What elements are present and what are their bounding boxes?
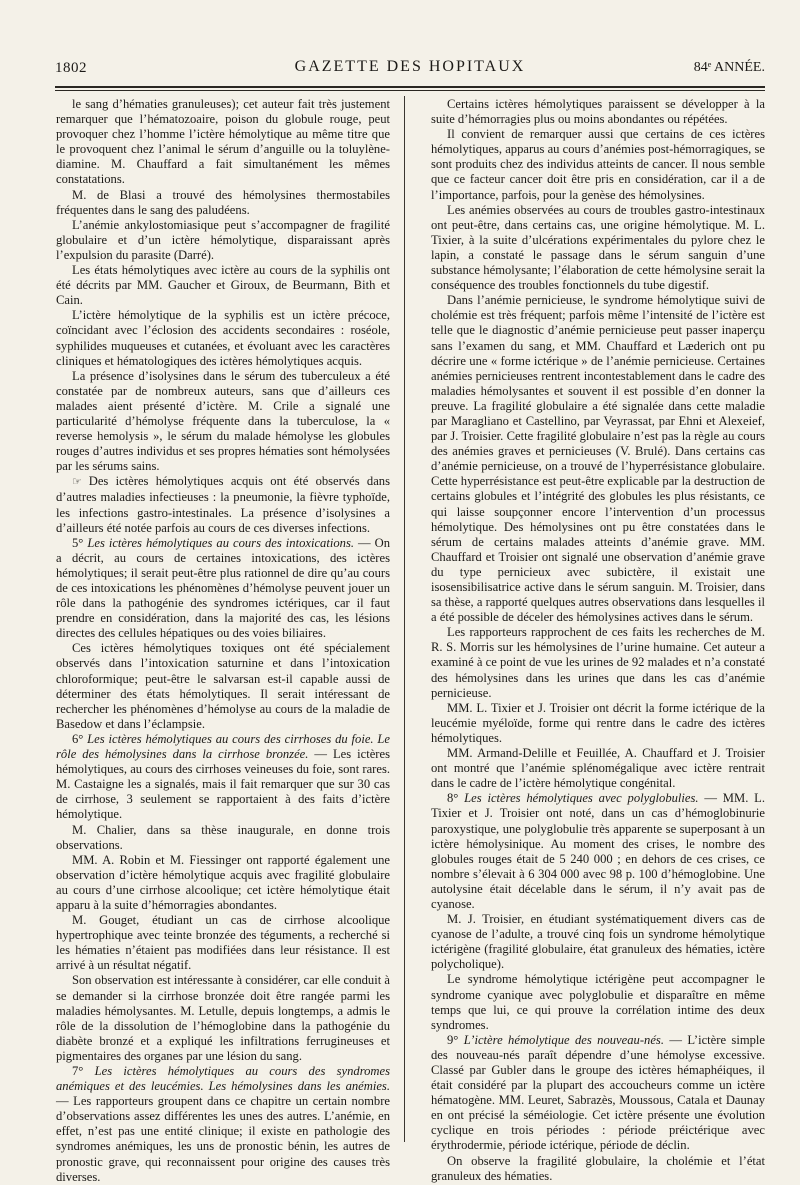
paragraph-text: L’ictère hémolytique de la syphilis est un ictère précoce, coïncidant avec l’éclosion des accidents secondaires : roséole, syphilides muqueuses et cutanées, et évoluant avec les caractères cliniques et hématologiques des ictères hémolytiques acquis. [56, 308, 390, 368]
paragraph-text: Les états hémolytiques avec ictère au cours de la syphilis ont été décrits par MM. Gaucher et Giroux, de Beurmann, Bith et Cain. [56, 263, 390, 308]
paragraph-text: M. Gouget, étudiant un cas de cirrhose alcoolique hypertrophique avec teinte bronzée des téguments, a recherché si les hématies n’étaient pas modifiées dans leur résistance. Il est arrivé à un résultat négatif. [56, 913, 390, 973]
paragraph-text: Ces ictères hémolytiques toxiques ont été spécialement observés dans l’intoxication saturnine et dans l’intoxication chloroformique; peut-être le salvarsan est-il capable aussi de déterminer des états hémolytiques. Il serait intéressant de rechercher les phénomènes d’hémolyse au cours de la maladie de Basedow et dans l’éclampsie. [56, 641, 390, 731]
paragraph [431, 1033, 765, 1154]
paragraph [431, 701, 765, 746]
paragraph [56, 263, 390, 308]
paragraph [56, 218, 390, 263]
section-number: 5° [72, 535, 88, 550]
paragraph [431, 746, 765, 791]
paragraph [56, 308, 390, 368]
paragraph-text: Dans l’anémie pernicieuse, le syndrome hémolytique suivi de cholémie est très fréquent; parfois même l’intensité de l’ictère est telle que le diagnostic d’anémie pernicieuse peut passer inaperçu sans l’examen du sang, et MM. Chauffard et Læderich ont pu décrire une « forme ictérique » de l’anémie pernicieuse. Certaines anémies pernicieuses rentrent incontestablement dans le cadre des maladies hémolysantes et souvent il est possible d’en donner la preuve. La fragilité globulaire a été signalée dans cette maladie par Maragliano et Castellino, par Veyrassat, par Ehni et Alexeief, par J. Troisier. Cette fragilité globulaire n’est pas la règle au cours des anémies graves et pernicieuses (V. Brulé). Dans certains cas d’anémie pernicieuse, on a trouvé de l’hyperrésistance globulaire. Cette hyperrésistance est peut-être explicable par la destruction de certains globules et l’intégrité des globules les plus résistants, ce qui laisse soupçonner encore l’intervention d’un processus hémolytique. Des hémolysines ont pu être constatées dans le sérum de certains malades atteints d’anémie grave. MM. Chauffard et Troisier ont signalé une observation d’anémie grave du type pernicieux avec subictère, il existait une isosensibilisatrice active dans le sérum sanguin. M. Troisier, dans sa thèse, a rapporté quelques autres observations dans lesquelles il a été possible de déceler des hémolysines actives dans le sérum. [431, 293, 765, 625]
paragraph [431, 127, 765, 202]
paragraph-text: — On a décrit, au cours de certaines intoxications, des ictères hémolytiques; il serait peut-être plus rationnel de dire qu’au cours de ces intoxications les phénomènes d’hémolyse peuvent jouer un rôle dans la pathogénie des syndromes ictériques, car il faut prendre en considération, dans la majorité des cas, les lésions directes des cellules hépatiques ou des voies biliaires. [56, 535, 390, 641]
paragraph-text: On observe la fragilité globulaire, la cholémie et l’état granuleux des hématies. [431, 1153, 765, 1183]
section-number: 8° [447, 791, 465, 806]
paragraph-text: M. J. Troisier, en étudiant systématiquement divers cas de cyanose de l’adulte, a trouvé cinq fois un syndrome hémolytique ictérigène (fragilité globulaire, état granuleux des hématies, ictère polycholique). [431, 912, 765, 972]
header-rule-thin [55, 90, 765, 91]
paragraph-text: Les rapporteurs rapprochent de ces faits les recherches de M. R. S. Morris sur les hémolysines de l’urine humaine. Cet auteur a examiné à ce point de vue les urines de 92 malades et n’a constaté des hémolysines dans les urines que dans les cas d’anémie pernicieuse. [431, 625, 765, 700]
paragraph-text: Son observation est intéressante à considérer, car elle conduit à se demander si la cirrhose bronzée doit être rangée parmi les maladies hémolysantes. M. Letulle, depuis longtemps, a admis le rôle de la dissolution de l’hémoglobine dans la pathogénie du diabète bronzé et a expliqué les infiltrations ferrugineuses et pigmentaires des organes par une lésion du sang. [56, 973, 390, 1063]
paragraph [56, 641, 390, 732]
paragraph [56, 97, 390, 188]
paragraph [56, 823, 390, 853]
page-number: 1802 [55, 60, 87, 76]
paragraph [56, 1064, 390, 1185]
header-rule-thick [55, 86, 765, 88]
paragraph [431, 972, 765, 1032]
paragraph [431, 912, 765, 972]
paragraph-text: le sang d’hématies granuleuses); cet auteur fait très justement remarquer que l’hématozoaire, poison du globule rouge, peut provoquer chez l’homme l’ictère hémolytique au même titre que le provoquent chez l’animal le sérum d’anguille ou la toluylène-diamine. M. Chauffard a fait simultanément les mêmes constatations. [56, 97, 390, 187]
paragraph [431, 293, 765, 625]
paragraph [56, 853, 390, 913]
paragraph-text: — L’ictère simple des nouveau-nés paraît dépendre d’une hémolyse excessive. Classé par Gubler dans le groupe des ictères hémaphéiques, il était considéré par la plupart des accoucheurs comme un ictère hématogène. MM. Leuret, Sabrazès, Moussous, Catala et Daunay en ont précisé la séméiologie. Cet ictère présente une évolution cyclique en trois périodes : période préictérique avec érythrodermie, période ictérique, période de déclin. [431, 1032, 766, 1153]
paragraph [431, 791, 765, 912]
paragraph-text: — Les rapporteurs groupent dans ce chapitre un certain nombre d’observations assez différentes les unes des autres. L’anémie, en effet, n’est pas une entité clinique; il existe en pathologie des syndromes anémiques, les uns de pronostic bénin, les autres de pronostic grave, qui reconnaissent pour origine des causes très diverses. [56, 1094, 390, 1184]
paragraph [56, 732, 390, 823]
paragraph-text: Les anémies observées au cours de troubles gastro-intestinaux ont peut-être, dans certains cas, une origine hémolytique. M. L. Tixier, à la suite d’ulcérations expérimentales du pylore chez le lapin, a constaté le passage dans le sérum sanguin d’une substance hémolysante; l’élaboration de cette hémolysine serait la conséquence des troubles fonctionnels du tube digestif. [431, 202, 765, 293]
paragraph-text: M. Chalier, dans sa thèse inaugurale, en donne trois observations. [56, 822, 390, 852]
paragraph-text: — MM. L. Tixier et J. Troisier ont noté, dans un cas d’hémoglobinurie paroxystique, une polyglobulie très apparente se superposant à un ictère hémolysinique. Au moment des crises, le nombre des globules rouges était de 5 240 000 ; en dehors de ces crises, ce nombre s’élevait à 6 304 000 avec 98 p. 100 d’hémoglobine. Une autolysine était décelable dans le sérum, il n’y avait pas de cyanose. [431, 791, 765, 911]
column-divider [404, 96, 405, 1142]
paragraph [56, 369, 390, 475]
section-number: 7° [72, 1064, 95, 1078]
paragraph [56, 913, 390, 973]
left-column [56, 97, 391, 1184]
pointing-hand-icon: ☞ [72, 476, 89, 489]
section-title: L’ictère hémolytique des nouveau-nés. [463, 1032, 664, 1047]
paragraph [56, 474, 390, 535]
paragraph-text: MM. L. Tixier et J. Troisier ont décrit la forme ictérique de la leucémie myéloïde, forme qui rentre dans le cadre des ictères hémolytiques. [431, 700, 765, 745]
section-number: 6° [72, 731, 88, 746]
year-label: 84ᵉ ANNÉE. [693, 60, 765, 75]
paragraph-text: M. de Blasi a trouvé des hémolysines thermostabiles fréquentes dans le sang des paludéens. [56, 187, 390, 217]
paragraph [56, 973, 390, 1064]
paragraph-text: La présence d’isolysines dans le sérum des tuberculeux a été constatée par de nombreux auteurs, sans que d’ailleurs ces malades aient présenté d’ictère. M. Crile a signalé une particularité d’hémolyse fréquente dans la tuberculose, la « reverse hemolysis », le sérum du malade hémolyse les globules rouges d’autres individus et ses propres hématies sont hémolysées par les sérums sains. [56, 368, 390, 474]
page-header [55, 56, 765, 80]
section-number: 9° [447, 1032, 464, 1047]
journal-title: GAZETTE DES HOPITAUX [294, 58, 526, 75]
right-column [431, 97, 766, 1183]
paragraph-text: Il convient de remarquer aussi que certains de ces ictères hémolytiques, apparus au cours d’anémies post-hémorragiques, se sont produits chez des individus atteints de cancer. Il nous semble que ce facteur cancer doit être pris en considération, car il a de l’importance, parfois, pour la genèse des hémolysines. [431, 127, 765, 202]
paragraph [431, 97, 765, 127]
section-title: Les ictères hémolytiques au cours des syndromes anémiques et des leucémies. Les hémolysines dans les anémies. [56, 1064, 391, 1094]
paragraph-text: Le syndrome hémolytique ictérigène peut accompagner le syndrome cyanique avec polyglobulie et disparaître en même temps que lui, ce qui prouve la corrélation intime des deux syndromes. [431, 972, 765, 1032]
paragraph [431, 625, 765, 700]
section-title: Les ictères hémolytiques au cours des cirrhoses du foie. Le rôle des hémolysines dans la cirrhose bronzée. [56, 731, 390, 762]
paragraph-text: Des ictères hémolytiques acquis ont été observés dans d’autres maladies infectieuses : la pneumonie, la fièvre typhoïde, les infections gastro-intestinales. La présence d’isolysines a d’ailleurs été notée parfois au cours de ces diverses infections. [56, 474, 390, 535]
paragraph [431, 1154, 765, 1184]
section-title: Les ictères hémolytiques avec polyglobulies. [464, 791, 699, 806]
paragraph-text: — Les ictères hémolytiques, au cours des cirrhoses veineuses du foie, sont rares. M. Castaigne les a signalés, mais il fait remarquer que sur 30 cas de cirrhose, 3 seulement se rapportaient à des faits d’ictère hémolytique. [56, 747, 390, 822]
section-title: Les ictères hémolytiques au cours des intoxications. [87, 535, 354, 550]
paragraph [431, 203, 765, 294]
paragraph-text: L’anémie ankylostomiasique peut s’accompagner de fragilité globulaire et d’un ictère hémolytique, disparaissant après l’expulsion du parasite (Darré). [56, 217, 390, 262]
paragraph-text: MM. Armand-Delille et Feuillée, A. Chauffard et J. Troisier ont montré que l’anémie splénomégalique avec ictère rentrait dans le cadre de l’ictère hémolytique congénital. [431, 746, 765, 791]
paragraph [56, 536, 390, 642]
paragraph-text: MM. A. Robin et M. Fiessinger ont rapporté également une observation d’ictère hémolytique acquis avec fragilité globulaire au cours d’une cirrhose alcoolique; cet ictère hémolytique était apparu à la suite d’hémorragies abondantes. [56, 852, 390, 912]
paragraph [56, 188, 390, 218]
paragraph-text: Certains ictères hémolytiques paraissent se développer à la suite d’hémorragies plus ou moins abondantes ou répétées. [431, 97, 765, 127]
